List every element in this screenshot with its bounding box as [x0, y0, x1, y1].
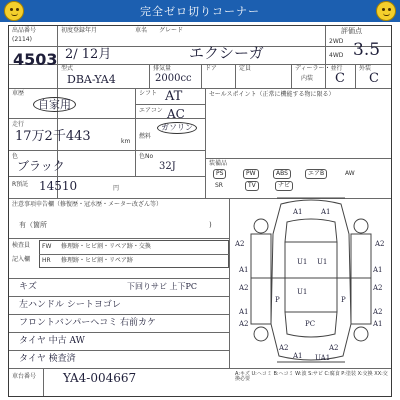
car-name-label: 車名 [135, 27, 148, 34]
equipment-sr: SR [215, 182, 223, 189]
damage-mark: A2 [375, 240, 385, 248]
exterior-label: 外装 [359, 65, 372, 72]
displacement-value: 2000cc [155, 73, 192, 84]
fuel-value: ガソリン [157, 122, 197, 134]
equipment-abs: ABS [273, 169, 291, 179]
inspection-sheet: 出品番号 (2114) 4503 初度登録年月 2/ 12月 車名 グレード エクシーガ 評価点 2WD 4WD 3.5 型式 DBA-YA4 排気量 2000cc ドア 定員 ディーラー・並行 内装 外装 C C 車歴 自家用 シフト AT エアコン AC 走行 17万2千443 km 燃料 ガソリン 色 ブラック 色No 32J R預託 14510 円 セールスポイント（正常に機能する物に限る） 装備品 PS PW ABS エアB AW SR TV ナビ 注意事項申告欄（修復歴・冠水歴・メーター改ざん等） 有（箇所 ) 検査員 FW 修理跡・ヒビ割・リペア跡・交換 HR 修理跡・ヒビ割・リペア跡 記入欄 キズ 下回りサビ 上下PC 左ハンドル シートヨゴレ フロントバンパーヘコミ 右前カケ タイヤ 中古 AW タイヤ 検査済 A1 A1 A2 A2 U1 U1 A1 A2 A1 A2 U1 P P A1 A2 A2 PC A1 A2 A1 A2 UA1 車台番号 YA4-004667 A:キズ U:ヘコミ B:ヘコミ W:波 S:サビ C:腐食 P:塗装 X:交換 XX:交換必要 [8, 25, 392, 397]
vin-value: YA4-004667 [63, 371, 137, 385]
drive-4wd: 4WD [329, 52, 344, 59]
equipment-airbag: エアB [305, 169, 327, 179]
damage-mark: P [341, 296, 346, 304]
ac-value: AC [167, 107, 185, 121]
windshield-outline [285, 219, 337, 242]
ac-label: エアコン [139, 107, 163, 114]
shift-value: AT [165, 89, 183, 104]
wheel-rear-right-icon [354, 327, 368, 341]
remark-row-5: タイヤ 検査済 [19, 354, 76, 364]
usage-label: 車歴 [12, 90, 25, 97]
model-value: DBA-YA4 [67, 73, 116, 86]
recycle-value: 14510 [39, 179, 78, 193]
wheel-rear-left-icon [254, 327, 268, 341]
damage-mark: UA1 [315, 354, 331, 362]
damage-mark: A1 [373, 320, 383, 328]
recycle-label: R預託 [12, 181, 29, 188]
drive-2wd: 2WD [329, 38, 344, 45]
first-registration-label: 初度登録年月 [61, 27, 98, 34]
damage-mark: U1 [297, 288, 308, 296]
notes-label: 注意事項申告欄（修復歴・冠水歴・メーター改ざん等） [12, 201, 163, 208]
left-side-outline [251, 234, 271, 324]
car-damage-diagram [231, 194, 391, 366]
color-number-label: 色No [139, 153, 154, 160]
mileage-label: 走行 [12, 121, 25, 128]
damage-mark: A2 [329, 344, 339, 352]
damage-mark: A1 [293, 352, 303, 360]
score-value: 3.5 [353, 40, 381, 60]
remark-row-1-right: 下回りサビ 上下PC [127, 282, 198, 291]
shift-label: シフト [139, 90, 158, 97]
lot-number: 4503 [13, 50, 58, 69]
sales-point-label: セールスポイント（正常に機能する物に限る） [209, 91, 335, 98]
dealer-label: ディーラー・並行 [295, 65, 343, 72]
top-banner [0, 0, 400, 22]
recycle-unit: 円 [113, 185, 120, 192]
damage-mark: A1 [239, 266, 249, 274]
damage-mark: A2 [373, 308, 383, 316]
hr-items: 修理跡・ヒビ割・リペア跡 [61, 257, 133, 264]
exterior-grade: C [369, 71, 379, 86]
remarks-label: 記入欄 [12, 256, 31, 263]
fw-items: 修理跡・ヒビ割・リペア跡・交換 [61, 243, 151, 250]
damage-mark: A1 [239, 308, 249, 316]
car-outline-svg [231, 194, 391, 366]
wheel-front-right-icon [354, 219, 368, 233]
color-value: ブラック [17, 159, 65, 173]
remark-row-1: キズ [19, 282, 37, 292]
displacement-label: 排気量 [153, 65, 172, 72]
damage-mark: U1 [317, 258, 328, 266]
equipment-label: 装備品 [209, 160, 228, 167]
damage-mark: A2 [373, 284, 383, 292]
damage-mark: A2 [239, 320, 249, 328]
damage-mark: U1 [297, 258, 308, 266]
door-label: ドア [205, 65, 217, 72]
interior-label: 内装 [301, 75, 314, 82]
fuel-label: 燃料 [139, 133, 152, 140]
color-label: 色 [12, 153, 19, 160]
first-registration-value: 2/ 12月 [65, 47, 112, 62]
inspector-label: 検査員 [12, 242, 31, 249]
interior-grade: C [335, 71, 345, 86]
remark-row-2: 左ハンドル シートヨゴレ [19, 300, 121, 310]
color-number-value: 32J [159, 161, 176, 172]
car-name-value: エクシーガ [189, 44, 264, 62]
equipment-navi: ナビ [275, 181, 293, 191]
damage-mark: PC [305, 320, 316, 328]
notes-value: 有（箇所 [19, 221, 47, 229]
usage-value: 自家用 [33, 97, 76, 112]
lot-number-label: 出品番号 [12, 27, 37, 34]
fw-label: FW [42, 243, 52, 250]
damage-mark: A2 [239, 284, 249, 292]
hr-label: HR [42, 257, 51, 264]
equipment-pw: PW [243, 169, 259, 179]
model-label: 型式 [61, 65, 74, 72]
damage-mark: A1 [321, 208, 331, 216]
equipment-ps: PS [213, 169, 226, 179]
mileage-unit: km [121, 138, 131, 145]
equipment-aw: AW [345, 170, 355, 177]
right-side-outline [351, 234, 371, 324]
capacity-label: 定員 [239, 65, 252, 72]
wheel-front-left-icon [254, 219, 268, 233]
mileage-value: 17万2千443 [15, 129, 91, 144]
damage-legend: A:キズ U:ヘコミ B:ヘコミ W:波 S:サビ C:腐食 P:塗装 X:交換 XX:交換必要 [235, 371, 388, 382]
banner-title: 完全ゼロ切りコーナー [140, 5, 260, 18]
remark-row-3: フロントバンパーヘコミ 右前カケ [19, 318, 157, 328]
damage-mark: A2 [279, 344, 289, 352]
grade-label: グレード [159, 27, 184, 34]
damage-mark: A1 [373, 266, 383, 274]
damage-mark: A1 [293, 208, 303, 216]
vin-label: 車台番号 [12, 373, 37, 380]
lot-number-sub: (2114) [12, 36, 32, 43]
car-body-outline [271, 200, 351, 360]
damage-mark: A2 [235, 240, 245, 248]
score-label: 評価点 [341, 27, 362, 35]
equipment-tv: TV [245, 181, 259, 191]
remark-row-4: タイヤ 中古 AW [19, 336, 85, 346]
damage-mark: P [275, 296, 280, 304]
